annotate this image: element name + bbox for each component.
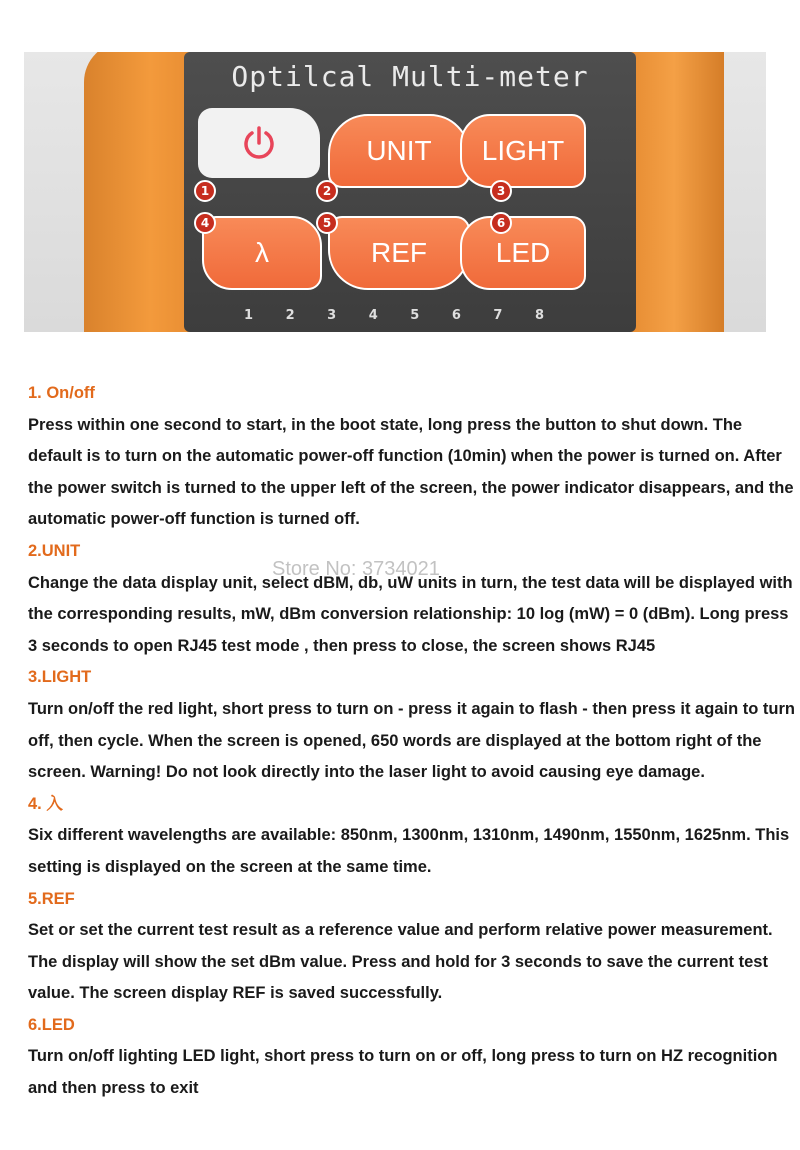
section-body-unit: Change the data display unit, select dBM, db, uW units in turn, the test data will be displayed with the corresponding results, mW, dBm conversion relationship: 10 log (mW) = 0 (dBm). Long press 3 seconds to open RJ45 test mode , then press to close, the screen shows RJ45 — [28, 573, 793, 655]
section-heading-led: 6.LED — [28, 1015, 75, 1034]
section-body-on-off: Press within one second to start, in the boot state, long press the button to shut down. The default is to turn on the automatic power-off function (10min) when the power is turned on. After the power switch is turned to the upper left of the screen, the power indicator disappears, and the automatic power-off function is turned off. — [28, 415, 794, 529]
section-body-ref: Set or set the current test result as a reference value and perform relative power measurement. The display will show the set dBm value. Press and hold for 3 seconds to save the current test value. The screen display REF is saved successfully. — [28, 921, 773, 1003]
section-heading-light: 3.LIGHT — [28, 668, 92, 687]
section-body-led: Turn on/off lighting LED light, short press to turn on or off, long press to turn on HZ recognition and then press to exit — [28, 1047, 778, 1098]
section-heading-ref: 5.REF — [28, 889, 75, 908]
section-heading-wavelength: 4. 入 — [28, 794, 63, 813]
ref-key: REF — [328, 216, 470, 290]
pin-label: 1 — [244, 308, 254, 323]
device-photo — [24, 52, 766, 332]
badge-1: 1 — [194, 180, 216, 202]
device-shell-right — [624, 52, 724, 332]
unit-key: UNIT — [328, 114, 470, 188]
section-body-wavelength: Six different wavelengths are available: 850nm, 1300nm, 1310nm, 1490nm, 1550nm, 1625nm. This setting is displayed on the screen at the same time. — [28, 826, 790, 876]
badge-6: 6 — [490, 212, 512, 234]
instructions — [28, 378, 800, 1105]
led-key: LED — [460, 216, 586, 290]
pin-label: 3 — [327, 308, 337, 323]
power-icon — [239, 123, 279, 163]
pin-label: 6 — [451, 308, 461, 323]
section-heading-on-off: 1. On/off — [28, 384, 95, 402]
device-title: Optilcal Multi-meter — [231, 60, 589, 93]
pin-label: 8 — [534, 308, 544, 323]
pin-label: 4 — [368, 308, 378, 323]
light-key: LIGHT — [460, 114, 586, 188]
power-key — [198, 108, 320, 178]
section-heading-unit: 2.UNIT — [28, 541, 81, 560]
badge-3: 3 — [490, 180, 512, 202]
lambda-key: λ — [202, 216, 322, 290]
pin-label: 2 — [285, 308, 295, 323]
pin-label: 7 — [493, 308, 503, 323]
section-body-light: Turn on/off the red light, short press to turn on - press it again to flash - then press it again to turn off, then cycle. When the screen is opened, 650 words are displayed at the bottom right of the screen. Warning! Do not look directly into the laser light to avoid causing eye damage. — [28, 699, 795, 782]
pin-numbers — [244, 308, 544, 323]
device-keypad-panel — [184, 52, 636, 332]
pin-label: 5 — [410, 308, 420, 323]
badge-2: 2 — [316, 180, 338, 202]
store-watermark: Store No: 3734021 — [272, 558, 440, 580]
badge-4: 4 — [194, 212, 216, 234]
badge-5: 5 — [316, 212, 338, 234]
